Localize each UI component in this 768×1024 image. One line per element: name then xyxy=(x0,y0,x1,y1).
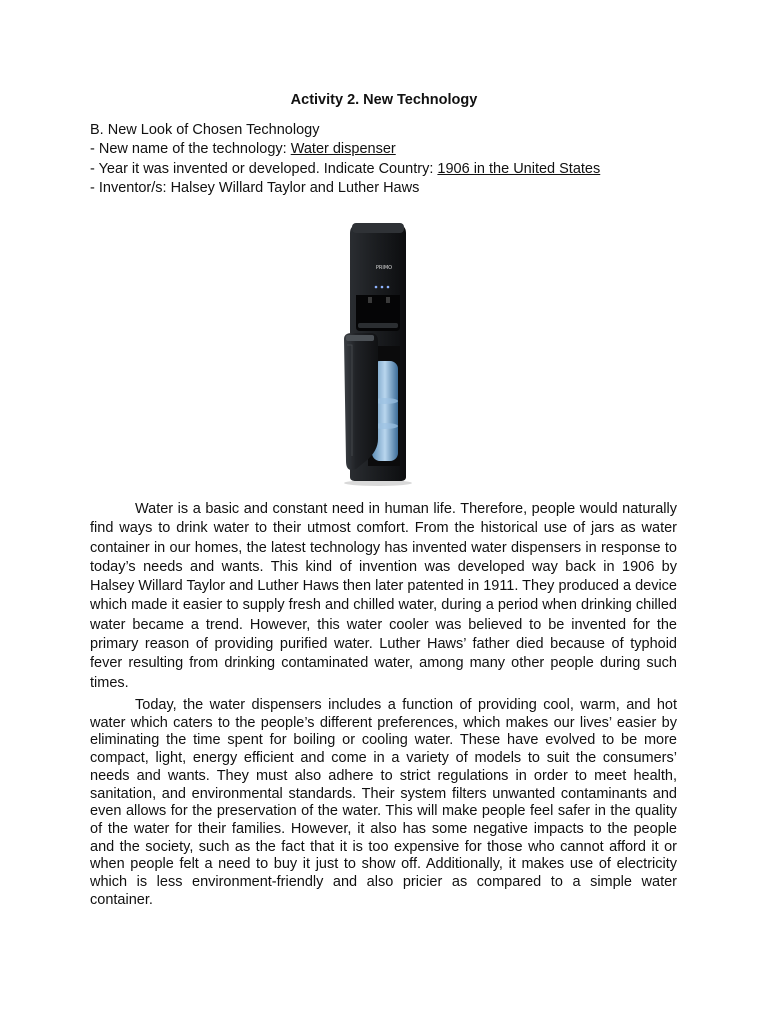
section-heading: B. New Look of Chosen Technology xyxy=(90,122,320,138)
paragraph-history xyxy=(90,500,677,693)
field-value: 1906 in the United States xyxy=(437,160,601,177)
paragraph-text: Water is a basic and constant need in human life. Therefore, people would naturally find ways to drink water to their utmost comfort. From the historical use of jars as water container in our homes, the latest technology has invented water dispensers in response to today’s needs and wants. This kind of invention was developed way back in 1906 by Halsey Willard Taylor and Luther Haws then later patented in 1911. They produced a device which made it easier to supply fresh and chilled water, during a period when drinking chilled water became a trend. However, this water cooler was believed to be invented for the primary reason of providing purified water. Luther Haws’ father died because of typhoid fever resulting from drinking contaminated water, among many other people during such times. xyxy=(90,501,677,691)
field-new-name xyxy=(90,140,600,159)
field-label: - New name of the technology: xyxy=(90,141,291,158)
field-label: - Year it was invented or developed. Indicate Country: xyxy=(90,160,438,177)
paragraph-today xyxy=(90,697,677,909)
paragraph-text: Today, the water dispensers includes a function of providing cool, warm, and hot water which caters to the people’s different preferences, which makes our lives’ easier by eliminating the time spent for boiling or cooling water. These have evolved to be more compact, light, energy efficient and come in a variety of models to suit the consumers’ needs and wants. They must also adhere to strict regulations in order to meet health, sanitation, and environmental standards. Their system filters unwanted contaminants and even allows for the preservation of the water. This will make people feel safer in the quality of the water for their families. However, it also has some negative impacts to the people and the society, such as the fact that it is too expensive for those who cannot afford it or when people felt a need to buy it just to show off. Additionally, it makes use of electricity which is less environment-friendly and also pricier as compared to a simple water container. xyxy=(90,697,677,908)
field-value: Water dispenser xyxy=(290,141,396,158)
technology-info xyxy=(90,121,600,198)
water-dispenser-image xyxy=(296,211,471,489)
brand-logo-text: PRIMO xyxy=(375,265,393,271)
field-label: - Inventor/s: Halsey Willard Taylor and Luther Haws xyxy=(90,179,420,196)
field-inventors xyxy=(90,179,600,198)
document-title: Activity 2. New Technology xyxy=(290,92,478,108)
field-year-country xyxy=(90,160,600,179)
